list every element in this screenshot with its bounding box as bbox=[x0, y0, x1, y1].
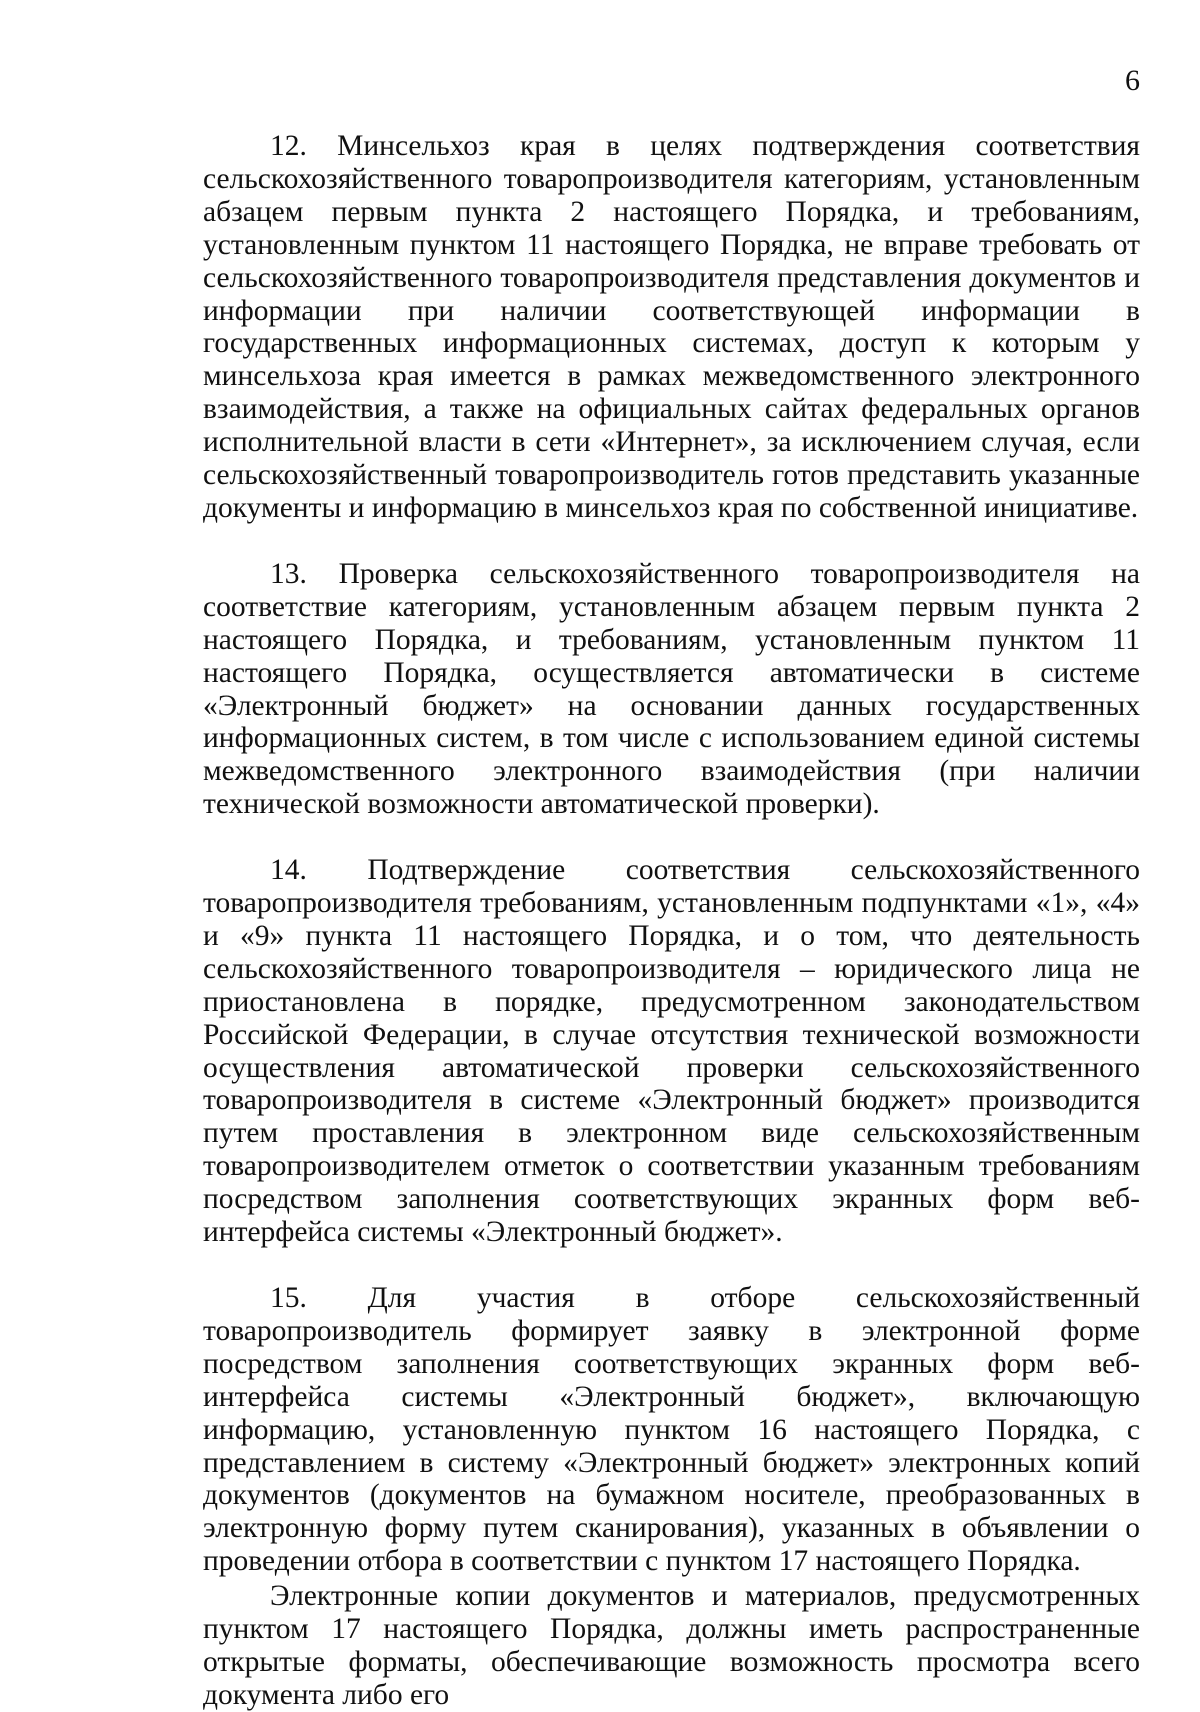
paragraph-text: Проверка сельскохозяйственного товаропроизводителя на соответствие категориям, установленным абзацем первым пункта 2 настоящего Порядка, и требованиям, установленным пунктом 11 настоящего Порядка, осуществляется автоматически в системе «Электронный бюджет» на основании данных государственных информационных систем, в том числе с использованием единой системы межведомственного электронного взаимодействия (при наличии технической возможности автоматической проверки). bbox=[203, 557, 1141, 821]
paragraph-13 bbox=[203, 558, 1140, 821]
paragraph-number: 13. bbox=[270, 557, 307, 590]
paragraph-number: 12. bbox=[270, 130, 307, 162]
paragraph-text: Электронные копии документов и материалов, предусмотренных пунктом 17 настоящего Порядка, должны иметь распространенные открытые форматы, обеспечивающие возможность просмотра всего документа либо его bbox=[203, 1580, 1140, 1711]
paragraph-number: 15. bbox=[270, 1282, 307, 1314]
paragraph-text: Подтверждение соответствия сельскохозяйственного товаропроизводителя требованиям, установленным подпунктами «1», «4» и «9» пункта 11 настоящего Порядка, и о том, что деятельность сельскохозяйственного товаропроизводителя – юридического лица не приостановлена в порядке, предусмотренном законодательством Российской Федерации, в случае отсутствия технической возможности осуществления автоматической проверки сельскохозяйственного товаропроизводителя в системе «Электронный бюджет» производится путем проставления в электронном виде сельскохозяйственным товаропроизводителем отметок о соответствии указанным требованиям посредством заполнения соответствующих экранных форм веб-интерфейса системы «Электронный бюджет». bbox=[203, 854, 1141, 1249]
paragraph-text: Для участия в отборе сельскохозяйственный товаропроизводитель формирует заявку в электронной форме посредством заполнения соответствующих экранных форм веб-интерфейса системы «Электронный бюджет», включающую информацию, установленную пунктом 16 настоящего Порядка, с представлением в систему «Электронный бюджет» электронных копий документов (документов на бумажном носителе, преобразованных в электронную форму путем сканирования), указанных в объявлении о проведении отбора в соответствии с пунктом 17 настоящего Порядка. bbox=[203, 1282, 1140, 1578]
paragraph-12 bbox=[203, 130, 1140, 525]
paragraph-text: Минсельхоз края в целях подтверждения соответствия сельскохозяйственного товаропроизводителя категориям, установленным абзацем первым пункта 2 настоящего Порядка, и требованиям, установленным пунктом 11 настоящего Порядка, не вправе требовать от сельскохозяйственного товаропроизводителя представления документов и информации при наличии соответствующей информации в государственных информационных системах, доступ к которым у минсельхоза края имеется в рамках межведомственного электронного взаимодействия, а также на официальных сайтах федеральных органов исполнительной власти в сети «Интернет», за исключением случая, если сельскохозяйственный товаропроизводитель готов представить указанные документы и информацию в минсельхоз края по собственной инициативе. bbox=[203, 130, 1140, 524]
paragraph-15-continuation bbox=[203, 1580, 1140, 1712]
page-number: 6 bbox=[1125, 64, 1140, 97]
document-body bbox=[203, 130, 1140, 1712]
paragraph-14 bbox=[203, 854, 1140, 1249]
paragraph-number: 14. bbox=[270, 854, 307, 887]
paragraph-15 bbox=[203, 1282, 1140, 1578]
